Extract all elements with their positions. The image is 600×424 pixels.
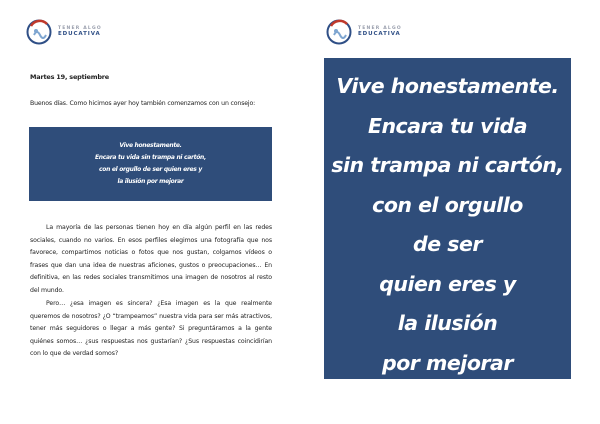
quote-line: con el orgullo de ser quien eres y: [99, 166, 202, 173]
big-quote-line: con el orgullo: [372, 192, 523, 217]
big-quote-line: sin trampa ni cartón,: [331, 153, 564, 177]
logo-emblem-icon: [26, 19, 56, 45]
school-logo: [26, 19, 102, 45]
logo-line1: TENER ALGO: [58, 25, 102, 31]
date-heading: Martes 19, septiembre: [30, 73, 109, 81]
logo-wordmark: [358, 27, 402, 38]
paragraph-questions: [30, 298, 272, 361]
big-quote-line: de ser: [413, 232, 482, 256]
logo-emblem-icon: [326, 19, 356, 45]
paragraph-social-media: [30, 222, 272, 297]
paragraph-text: Pero… ¿esa imagen es sincera? ¿Esa imagen es la que realmente queremos de nosotros? ¿O “trampeamos” nuestra vida para ser más atractivos, tener más seguidores o llegar a más gente? Si preguntáramos a la gente quiénes somos… ¿sus respuestas nos gustarían? ¿Sus respuestas coincidirían con lo que de verdad somos?: [30, 300, 272, 357]
quote-line: Encara tu vida sin trampa ni cartón,: [95, 153, 206, 161]
quote-box-small: [29, 127, 272, 201]
quote-box-large: [324, 58, 571, 379]
paragraph-text: La mayoría de las personas tienen hoy en día algún perfil en las redes sociales, cuando no varios. En esos perfiles elegimos una fotografía que nos favorece, compartimos noticias o fotos que nos gustan, colgamos vídeos o frases que dan una idea de nuestras aficiones, gustos o preocupaciones… En definitiva, en las redes sociales transmitimos una imagen de nosotros al resto del mundo.: [30, 224, 272, 294]
logo-wordmark: [58, 27, 102, 38]
big-quote-line: Vive honestamente.: [336, 74, 559, 98]
school-logo: [326, 19, 402, 45]
quote-line: la ilusión por mejorar: [117, 178, 184, 186]
right-page: [300, 0, 600, 424]
greeting-text: Buenos días. Como hicimos ayer hoy también comenzamos con un consejo:: [30, 100, 256, 107]
big-quote-line: quien eres y: [379, 271, 516, 296]
big-quote-line: la ilusión: [397, 311, 498, 335]
logo-line2: EDUCATIVA: [358, 31, 401, 37]
quote-line: Vive honestamente.: [119, 141, 182, 149]
logo-line1: TENER ALGO: [358, 25, 402, 31]
big-quote-line: Encara tu vida: [367, 113, 528, 138]
logo-line2: EDUCATIVA: [58, 31, 101, 37]
big-quote-line: por mejorar: [382, 350, 513, 375]
